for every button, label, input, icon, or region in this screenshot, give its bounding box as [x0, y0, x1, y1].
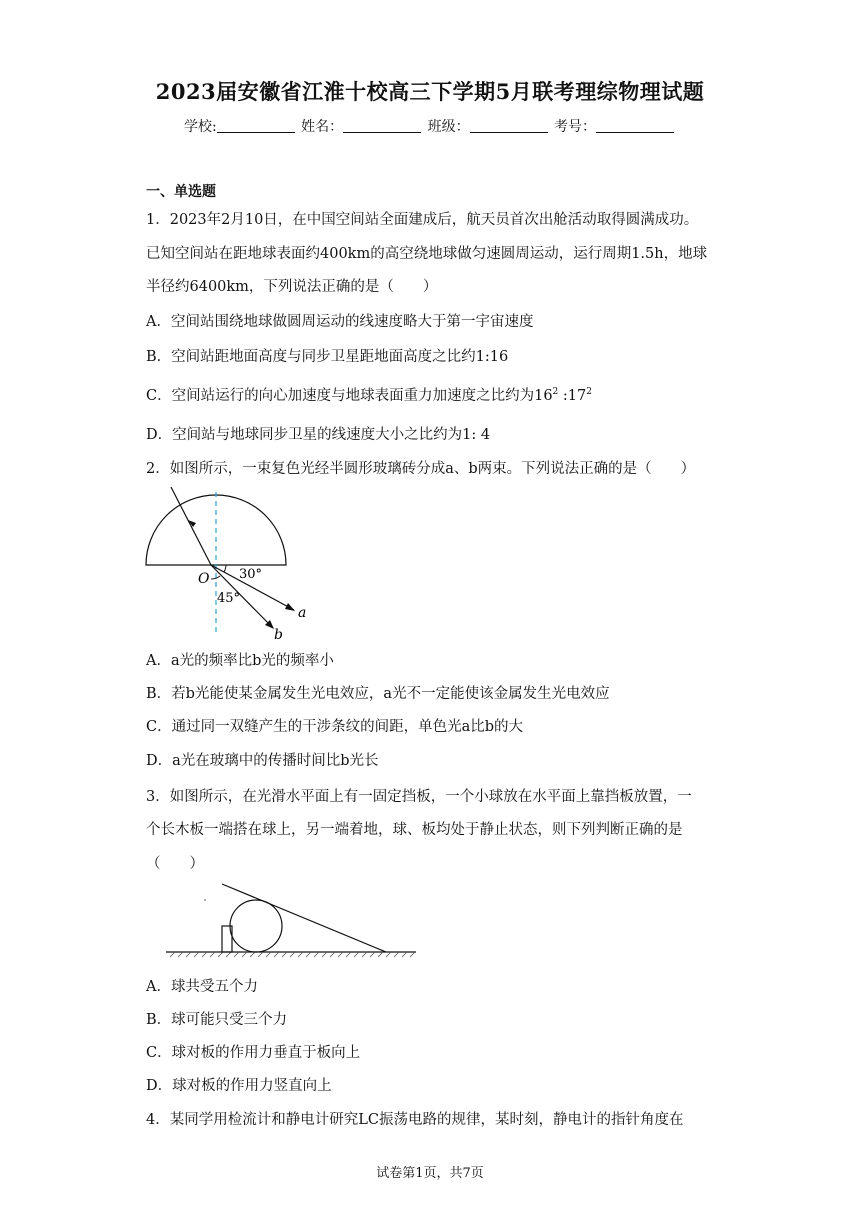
q1-line-1: 1．2023年2月10日，在中国空间站全面建成后，航天员首次出舱活动取得圆满成功。	[146, 212, 699, 228]
q3-option-a: A．球共受五个力	[146, 979, 258, 995]
q1-option-c-exp2: 2	[586, 387, 592, 398]
q2-option-a: A．a光的频率比b光的频率小	[146, 653, 334, 669]
q1-option-c	[146, 384, 592, 405]
angle-30-arc	[224, 565, 226, 572]
q2-figure	[140, 482, 320, 640]
q1-option-a: A．空间站围绕地球做圆周运动的线速度略大于第一宇宙速度	[146, 314, 534, 330]
label-b: b	[274, 627, 283, 640]
q1-line-2: 已知空间站在距地球表面约400km的高空绕地球做匀速圆周运动，运行周期1.5h，地球	[146, 246, 708, 262]
q2-option-b: B．若b光能使某金属发生光电效应，a光不一定能使该金属发生光电效应	[146, 686, 610, 702]
q3-figure	[160, 874, 420, 960]
q1-line-3: 半径约6400km，下列说法正确的是（ ）	[146, 279, 438, 295]
school-blank[interactable]	[217, 118, 295, 133]
q1-option-c-base1: 16	[534, 388, 553, 404]
q1-option-b: B．空间站距地面高度与同步卫星距地面高度之比约1:16	[146, 349, 509, 365]
student-info-line	[0, 116, 860, 136]
wooden-board	[222, 884, 386, 952]
ray-a-arrowhead	[285, 603, 295, 611]
label-30: 30°	[239, 567, 263, 582]
page-footer: 试卷第1页，共7页	[376, 1166, 484, 1181]
q3-option-b: B．球可能只受三个力	[146, 1012, 288, 1028]
q2-option-d: D．a光在玻璃中的传播时间比b光长	[146, 753, 379, 769]
q3-line-3: （ ）	[146, 856, 204, 872]
q3-option-d: D．球对板的作用力竖直向上	[146, 1078, 332, 1094]
label-45: 45°	[217, 591, 241, 606]
small-dot	[204, 899, 206, 901]
q1-option-c-exp1: 2	[552, 387, 559, 398]
exam-no-blank[interactable]	[596, 118, 674, 133]
q3-option-c: C．球对板的作用力垂直于板向上	[146, 1045, 361, 1061]
page-title: 2023届安徽省江淮十校高三下学期5月联考理综物理试题	[155, 79, 705, 104]
class-label: 班级：	[427, 119, 470, 135]
name-blank[interactable]	[343, 118, 421, 133]
label-a: a	[298, 605, 307, 621]
exam-no-label: 考号：	[554, 119, 597, 135]
name-label: 姓名：	[301, 119, 344, 135]
incident-ray	[171, 487, 211, 565]
q3-line-1: 3．如图所示，在光滑水平面上有一固定挡板，一个小球放在水平面上靠挡板放置，一	[146, 789, 692, 805]
ground-hatching	[170, 952, 415, 957]
q2-stem: 2．如图所示，一束复色光经半圆形玻璃砖分成a、b两束。下列说法正确的是（ ）	[146, 461, 696, 477]
class-blank[interactable]	[470, 118, 548, 133]
q3-line-2: 个长木板一端搭在球上，另一端着地，球、板均处于静止状态，则下列判断正确的是	[146, 822, 683, 838]
q4-line-1: 4．某同学用检流计和静电计研究LC振荡电路的规律，某时刻，静电计的指针角度在	[146, 1112, 684, 1128]
label-o: O	[198, 571, 210, 587]
section-heading: 一、单选题	[146, 184, 216, 200]
q1-option-c-text: C．空间站运行的向心加速度与地球表面重力加速度之比约为	[146, 388, 535, 404]
q1-option-d: D．空间站与地球同步卫星的线速度大小之比约为1: 4	[146, 427, 491, 443]
q2-option-c: C．通过同一双缝产生的干涉条纹的间距，单色光a比b的大	[146, 719, 524, 735]
q1-option-c-mid: :17	[558, 388, 587, 404]
ball	[230, 900, 282, 952]
school-label: 学校:	[183, 119, 217, 135]
